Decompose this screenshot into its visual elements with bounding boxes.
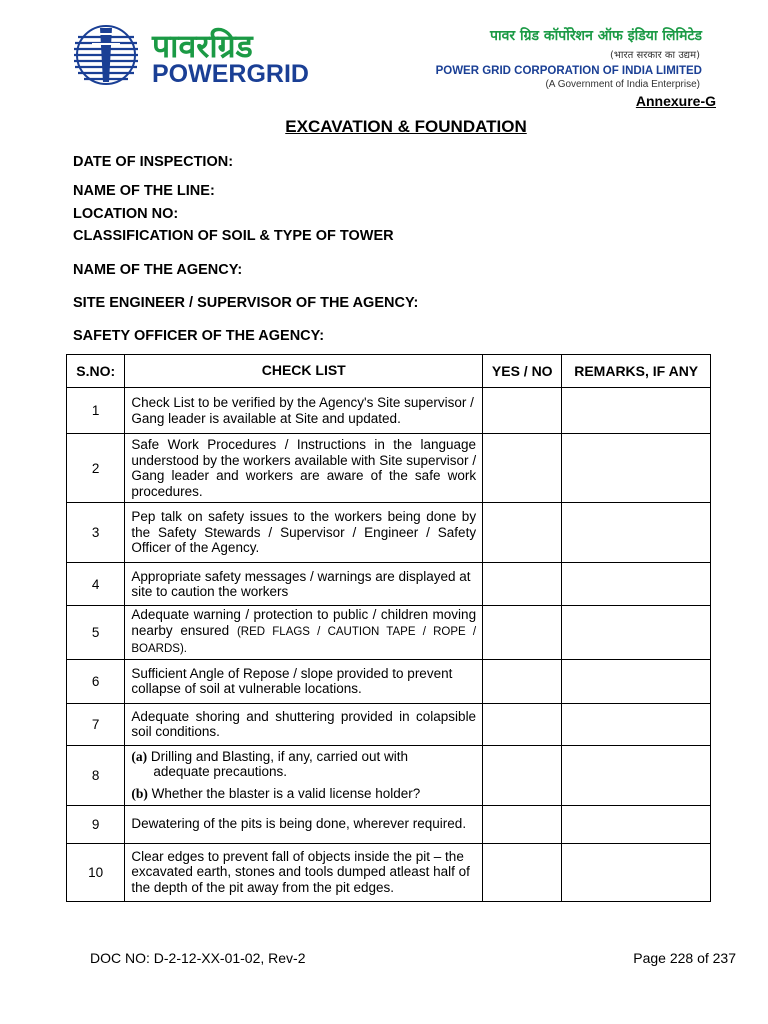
header-remarks: REMARKS, IF ANY (562, 355, 711, 388)
checklist-item (125, 745, 483, 805)
yes-no-cell[interactable] (483, 503, 562, 563)
powergrid-logo (72, 24, 317, 86)
globe-icon (72, 24, 146, 86)
table-row (67, 659, 711, 703)
row-number: 2 (67, 434, 125, 503)
sub-item-b-label: (b) (131, 785, 148, 801)
header-checklist: CHECK LIST (125, 355, 483, 388)
soil-classification-label: CLASSIFICATION OF SOIL & TYPE OF TOWER (73, 228, 394, 244)
date-of-inspection-label: DATE OF INSPECTION: (73, 154, 234, 170)
row-number: 5 (67, 606, 125, 660)
row-number: 3 (67, 503, 125, 563)
header-sno: S.NO: (67, 355, 125, 388)
remarks-cell[interactable] (562, 703, 711, 745)
checklist-item: Check List to be verified by the Agency's Site supervisor / Gang leader is available at Site and updated. (125, 388, 483, 434)
row-number: 7 (67, 703, 125, 745)
company-header (372, 26, 702, 90)
location-no-label: LOCATION NO: (73, 206, 179, 222)
line-name-label: NAME OF THE LINE: (73, 183, 215, 199)
yes-no-cell[interactable] (483, 434, 562, 503)
table-row (67, 563, 711, 606)
page-number: Page 228 of 237 (633, 950, 736, 966)
company-name-english: POWER GRID CORPORATION OF INDIA LIMITED (435, 65, 702, 77)
remarks-cell[interactable] (562, 503, 711, 563)
yes-no-cell[interactable] (483, 563, 562, 606)
table-row (67, 388, 711, 434)
remarks-cell[interactable] (562, 434, 711, 503)
remarks-cell[interactable] (562, 659, 711, 703)
row-number: 1 (67, 388, 125, 434)
government-tag-hindi: (भारत सरकार का उद्यम) (610, 50, 700, 61)
remarks-cell[interactable] (562, 563, 711, 606)
yes-no-cell[interactable] (483, 805, 562, 843)
company-name-hindi: पावर ग्रिड कॉर्पोरेशन ऑफ इंडिया लिमिटेड (490, 28, 702, 44)
remarks-cell[interactable] (562, 745, 711, 805)
sub-item-a-text-cont: adequate precautions. (153, 764, 287, 780)
row-number: 9 (67, 805, 125, 843)
sub-item-a-label: (a) (131, 748, 148, 764)
sub-item-b (131, 786, 476, 802)
table-row (67, 434, 711, 503)
sub-item-a (131, 749, 476, 765)
checklist-item: Appropriate safety messages / warnings are displayed at site to caution the workers (125, 563, 483, 606)
checklist-item (125, 606, 483, 660)
checklist-item-text: Adequate warning / protection to public / children moving nearby ensured (131, 607, 477, 638)
remarks-cell[interactable] (562, 606, 711, 660)
yes-no-cell[interactable] (483, 388, 562, 434)
table-row (67, 703, 711, 745)
checklist-table (66, 354, 711, 902)
sub-item-b-text: Whether the blaster is a valid license holder? (151, 785, 421, 801)
yes-no-cell[interactable] (483, 843, 562, 901)
logo-hindi-text: पावरग्रिड (152, 27, 253, 65)
table-row (67, 805, 711, 843)
remarks-cell[interactable] (562, 805, 711, 843)
row-number: 6 (67, 659, 125, 703)
table-row (67, 606, 711, 660)
checklist-item: Adequate shoring and shuttering provided in colapsible soil conditions. (125, 703, 483, 745)
logo-english-text: POWERGRID (152, 60, 309, 88)
checklist-item-note: (RED FLAGS / CAUTION TAPE / ROPE / BOARDS). (131, 625, 477, 655)
agency-name-label: NAME OF THE AGENCY: (73, 262, 243, 278)
annexure-label: Annexure-G (635, 93, 716, 109)
yes-no-cell[interactable] (483, 703, 562, 745)
table-header-row (67, 355, 711, 388)
checklist-item: Sufficient Angle of Repose / slope provided to prevent collapse of soil at vulnerable locations. (125, 659, 483, 703)
checklist-item: Safe Work Procedures / Instructions in the language understood by the workers available with Site supervisor / Gang leader and workers are aware of the safe work procedures. (125, 434, 483, 503)
yes-no-cell[interactable] (483, 745, 562, 805)
checklist-item: Clear edges to prevent fall of objects inside the pit – the excavated earth, stones and tools dumped atleast half of the depth of the pit away from the pit edges. (125, 843, 483, 901)
yes-no-cell[interactable] (483, 606, 562, 660)
safety-officer-label: SAFETY OFFICER OF THE AGENCY: (73, 328, 325, 344)
row-number: 8 (67, 745, 125, 805)
table-row (67, 745, 711, 805)
yes-no-cell[interactable] (483, 659, 562, 703)
row-number: 4 (67, 563, 125, 606)
sub-item-a-text: Drilling and Blasting, if any, carried out with (150, 748, 409, 764)
document-number: DOC NO: D-2-12-XX-01-02, Rev-2 (90, 950, 306, 966)
page-title: EXCAVATION & FOUNDATION (285, 117, 527, 136)
table-row (67, 503, 711, 563)
government-tag-english: (A Government of India Enterprise) (545, 79, 700, 90)
remarks-cell[interactable] (562, 843, 711, 901)
row-number: 10 (67, 843, 125, 901)
checklist-item: Dewatering of the pits is being done, wherever required. (125, 805, 483, 843)
table-row (67, 843, 711, 901)
header-yes-no: YES / NO (483, 355, 562, 388)
checklist-item: Pep talk on safety issues to the workers being done by the Safety Stewards / Supervisor / Engineer / Safety Officer of the Agency. (125, 503, 483, 563)
site-engineer-label: SITE ENGINEER / SUPERVISOR OF THE AGENCY: (73, 295, 419, 311)
remarks-cell[interactable] (562, 388, 711, 434)
